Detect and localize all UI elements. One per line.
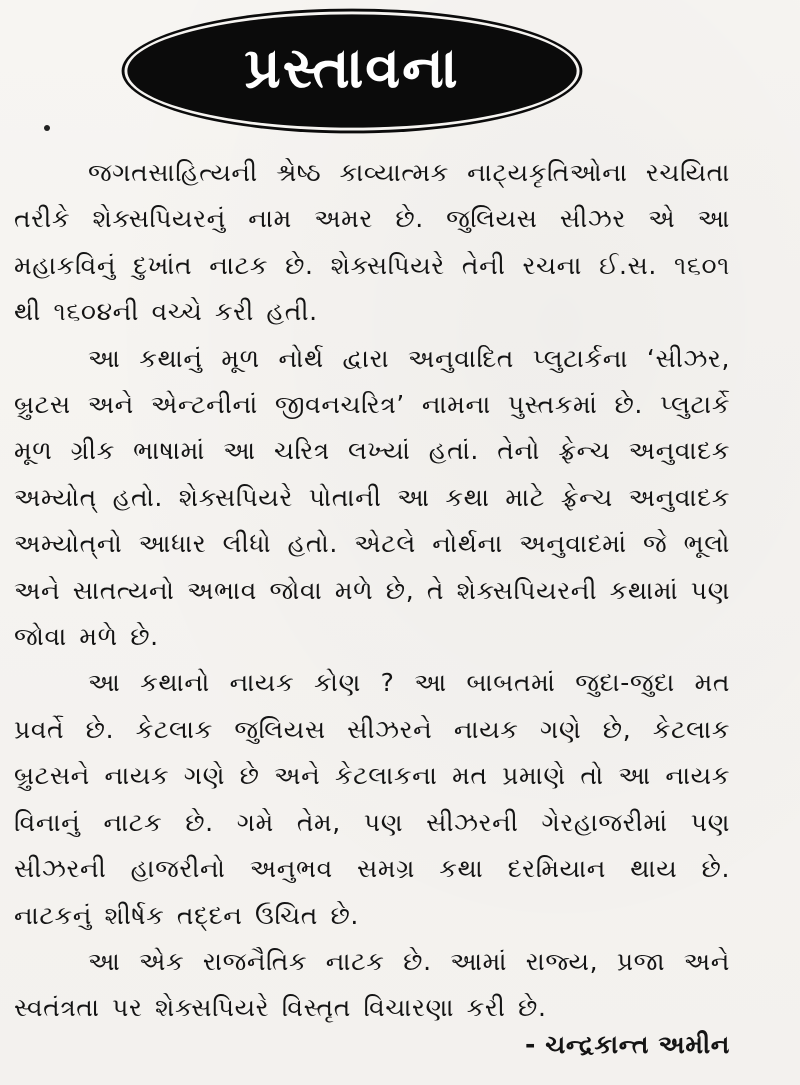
bullet-dot: [44, 125, 50, 131]
author-signature: - ચન્દ્રકાન્ત અમીન: [525, 1030, 730, 1059]
paragraph-3: આ કથાનો નાયક કોણ ? આ બાબતમાં જુદા-જુદા મત પ્રવર્તે છે. કેટલાક જુલિયસ સીઝરને નાયક ગણે છે, કેટલાક બ્રુટસને નાયક ગણે છે અને કેટલાકના મત પ્રમાણે તો આ નાયક વિનાનું નાટક છે. ગમે તેમ, પણ સીઝરની ગેરહાજરીમાં પણ સીઝરની હાજરીનો અનુભવ સમગ્ર કથા દરમિયાન થાય છે. નાટકનું શીર્ષક તદ્દન ઉચિત છે.: [14, 668, 730, 930]
title-banner: [118, 12, 586, 130]
paragraph-1: જગતસાહિત્યની શ્રેષ્ઠ કાવ્યાત્મક નાટ્યકૃતિઓના રચયિતા તરીકે શેક્સપિયરનું નામ અમર છે. જુલિયસ સીઝર એ આ મહાકવિનું દુખાંત નાટક છે. શેક્સપિયરે તેની રચના ઈ.સ. ૧૬૦૧ થી ૧૬૦૪ની વચ્ચે કરી હતી.: [14, 158, 730, 327]
preface-body: [14, 150, 730, 1032]
paragraph-2: આ કથાનું મૂળ નોર્થ દ્વારા અનુવાદિત પ્લુટાર્કના ‘સીઝર, બ્રુટસ અને એન્ટનીનાં જીવનચરિત્ર’ નામના પુસ્તકમાં છે. પ્લુટાર્કે મૂળ ગ્રીક ભાષામાં આ ચરિત્ર લખ્યાં હતાં. તેનો ફ્રેન્ચ અનુવાદક અમ્યોત્ હતો. શેક્સપિયરે પોતાની આ કથા માટે ફ્રેન્ચ અનુવાદક અમ્યોત્‌નો આધાર લીધો હતો. એટલે નોર્થના અનુવાદમાં જે ભૂલો અને સાતત્યનો અભાવ જોવા મળે છે, તે શેક્સપિયરની કથામાં પણ જોવા મળે છે.: [14, 343, 730, 652]
paragraph-4: આ એક રાજનૈતિક નાટક છે. આમાં રાજ્ય, પ્રજા અને સ્વતંત્રતા પર શેક્સપિયરે વિસ્તૃત વિચારણા કરી છે.: [14, 946, 730, 1023]
page-title: પ્રસ્તાવના: [244, 36, 460, 101]
